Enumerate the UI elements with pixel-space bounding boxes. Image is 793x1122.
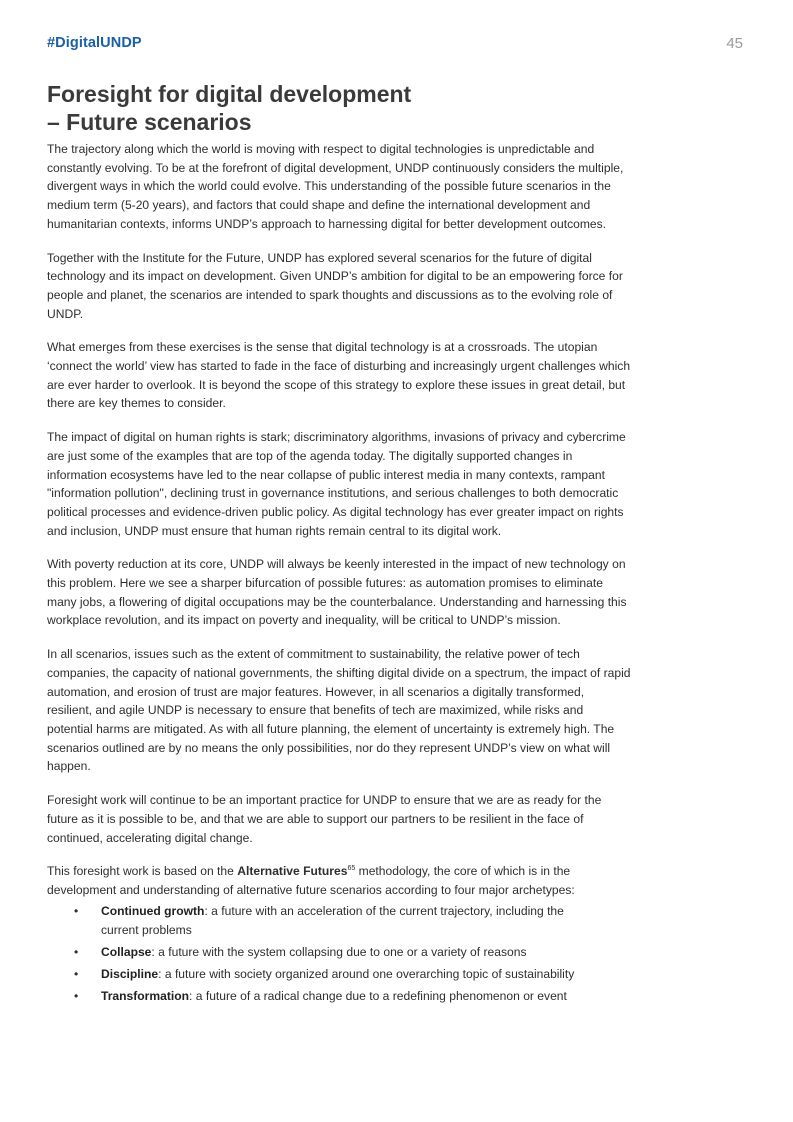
paragraph-5: With poverty reduction at its core, UNDP will always be keenly interested in the impact of new technology on this problem. Here we see a sharper bifurcation of possible futures: as automation promises to eliminate many jobs, a flowering of digital occupations may be the counterbalance. Understanding and harnessing this workplace revolution, and its impact on poverty and inequality, will be critical to UNDP’s mission. — [47, 557, 627, 628]
paragraph-1: The trajectory along which the world is moving with respect to digital technologies is unpredictable and constantly evolving. To be at the forefront of digital development, UNDP continuously considers the multiple, divergent ways in which the world could evolve. This understanding of the possible future scenarios in the medium term (5-20 years), and factors that could shape and define the international development and humanitarian contexts, informs UNDP’s approach to harnessing digital for better development outcomes. — [47, 142, 624, 231]
list-item — [47, 987, 601, 1006]
archetype-desc: : a future with the system collapsing due to one or a variety of reasons — [151, 944, 527, 959]
main-content — [47, 80, 632, 1009]
paragraph-methodology: This foresight work is based on the Alternative Futures$^{65}$ methodology, the core of which is in the development and understanding of alternative future scenarios according to four major archetypes: — [47, 864, 575, 897]
bullet-icon: • — [74, 903, 79, 918]
bullet-icon: • — [74, 944, 79, 959]
archetype-desc: : a future of a radical change due to a redefining phenomenon or event — [189, 988, 567, 1003]
alternative-futures-term: Alternative Futures — [237, 864, 348, 879]
paragraph-6: In all scenarios, issues such as the extent of commitment to sustainability, the relative power of tech companies, the capacity of national governments, the shifting digital divide on a spectrum, the impact of rapid automation, and erosion of trust are major features. However, in all scenarios a digitally transformed, resilient, and agile UNDP is necessary to ensure that benefits of tech are maximized, while risks and potential harms are mitigated. As with all future planning, the element of uncertainty is extremely high. The scenarios outlined are by no means the only possibilities, nor do they represent UNDP’s view on what will happen. — [47, 647, 631, 774]
archetype-desc: : a future with society organized around one overarching topic of sustainability — [158, 966, 575, 981]
bullet-icon: • — [74, 966, 79, 981]
page-title-line-1: Foresight for digital development — [47, 81, 412, 107]
paragraph-4: The impact of digital on human rights is stark; discriminatory algorithms, invasions of privacy and cybercrime are just some of the examples that are top of the agenda today. The digitally supported changes in information ecosystems have led to the near collapse of public interest media in many contexts, rampant "information pollution", declining trust in governance institutions, and serious challenges to both democratic political processes and evidence-driven public policy. As digital technology has ever greater impact on rights and inclusion, UNDP must ensure that human rights remain central to its digital work. — [47, 430, 626, 538]
page-title — [47, 80, 632, 136]
paragraph-2: Together with the Institute for the Future, UNDP has explored several scenarios for the future of digital technology and its impact on development. Given UNDP’s ambition for digital to be an empowering force for people and planet, the scenarios are intended to spark thoughts and discussions as to the evolving role of UNDP. — [47, 250, 623, 321]
archetype-term: Transformation — [101, 988, 190, 1003]
page-number: 45 — [726, 35, 743, 52]
paragraph-3: What emerges from these exercises is the sense that digital technology is at a crossroads. The utopian ‘connect the world’ view has started to fade in the face of disturbing and increasingly urgent challenges which are ever harder to overlook. It is beyond the scope of this strategy to explore these issues in great detail, but there are key themes to consider. — [47, 340, 631, 411]
header-tag: #DigitalUNDP — [47, 35, 142, 51]
archetype-desc: : a future with an acceleration of the current trajectory, including the current problems — [101, 903, 564, 937]
archetype-term: Continued growth — [101, 903, 205, 918]
archetype-term: Collapse — [101, 944, 152, 959]
archetype-list — [47, 902, 632, 1006]
paragraph-7: Foresight work will continue to be an important practice for UNDP to ensure that we are as ready for the future as it is possible to be, and that we are able to support our partners to be resilient in the face of continued, accelerating digital change. — [47, 793, 602, 845]
archetype-term: Discipline — [101, 966, 159, 981]
page-title-line-2: – Future scenarios — [47, 109, 252, 135]
bullet-icon: • — [74, 988, 79, 1003]
list-item — [47, 902, 601, 940]
footnote-ref: 65 — [347, 865, 356, 873]
list-item — [47, 943, 601, 962]
list-item — [47, 965, 601, 984]
